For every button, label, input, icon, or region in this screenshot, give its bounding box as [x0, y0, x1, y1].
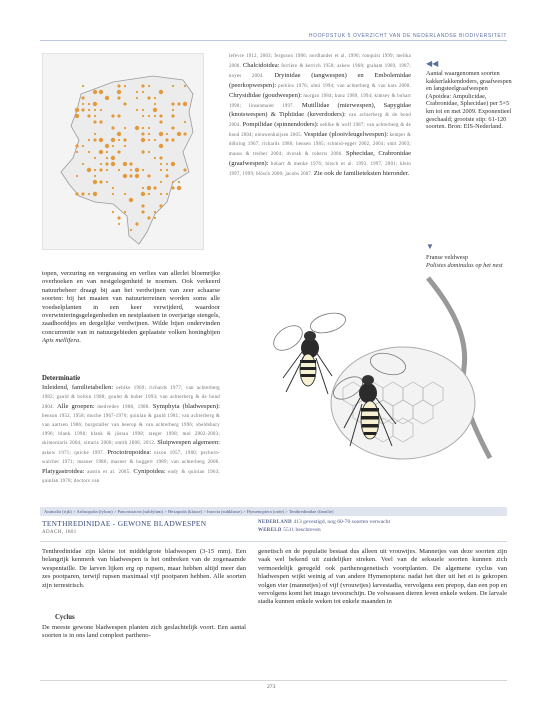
body-text-end: . [79, 337, 81, 345]
body-paragraph [42, 270, 220, 346]
det-ref: oehlke 1969; richards 1977; van achterberg 1982; gauld & bolton 1988; goulet & huber 1993; van achterberg & de bond 2004. [42, 386, 221, 410]
map-dot [178, 181, 180, 183]
map-dot [123, 162, 127, 166]
map-dot [148, 127, 150, 129]
map-dot [105, 144, 109, 148]
map-dot [166, 163, 168, 165]
wasp-drawing-svg [228, 268, 508, 500]
bib-ref: van achterberg & de bond 2004. [229, 113, 412, 129]
map-dot [135, 174, 139, 178]
map-dot [117, 150, 120, 153]
map-dot [148, 115, 150, 117]
header-rule [40, 40, 507, 41]
map-dot [130, 169, 132, 171]
bib-ref: bohart & menke 1976; bitsch et al. 1993, 1997, 2001; klein 1997, 1999; blösch 2000; jacobs 2007. [229, 161, 412, 177]
map-dot [88, 109, 90, 111]
map-dot [142, 127, 144, 129]
det-ref: medvedev 1988, 1988. [97, 404, 151, 410]
map-dot [154, 115, 156, 117]
det-group: Platygastroidea: [42, 468, 85, 476]
map-dot [159, 120, 162, 123]
bibliography-block [229, 53, 411, 180]
det-ref: austin et al. 2005. [87, 470, 131, 476]
footer-rule [40, 680, 507, 681]
map-dot [172, 85, 174, 87]
map-dot [117, 84, 120, 87]
map-dot [177, 102, 180, 105]
map-dot [88, 139, 90, 141]
map-dot [160, 193, 162, 195]
det-group: Symphyta (bladwespen): [152, 402, 221, 410]
photo-caption [426, 254, 516, 269]
map-dot [82, 145, 84, 147]
bib-ref: lefevre 1912, 2003; ferguson 1986; nordlander et al. 1996; ronquist 1999; melika 2006. [229, 54, 411, 69]
map-dot [136, 109, 138, 111]
map-dot [171, 102, 174, 105]
map-dot [166, 133, 168, 135]
map-dot [148, 139, 150, 141]
map-dot [171, 114, 174, 117]
map-dot [112, 187, 114, 189]
family-title: TENTHREDINIDAE - GEWONE BLADWESPEN [42, 519, 207, 528]
map-dot [153, 186, 156, 189]
map-dot [141, 132, 144, 135]
map-dot [154, 211, 156, 213]
map-dot [106, 169, 108, 171]
map-dot [147, 216, 150, 219]
cyclus-text: De meeste gewone bladwespen planten zich geslachtelijk voort. Een aantal soorten is in ons land compleet partheno- [42, 624, 246, 640]
map-dot [159, 204, 162, 207]
map-dot [177, 186, 181, 190]
map-dot [94, 133, 96, 135]
map-dot [154, 97, 156, 99]
det-ref: eady & quinlan 1963; quinlan 1978; doctors van [42, 470, 221, 485]
map-dot [124, 127, 126, 129]
map-dot [105, 96, 109, 100]
map-dot [124, 193, 126, 195]
map-dot [124, 85, 126, 87]
netherlands-map-svg [43, 54, 203, 249]
map-dot [135, 168, 139, 172]
photo-caption-species: Polistes dominulus op het nest [426, 261, 503, 269]
map-dot [111, 156, 115, 160]
map-dot [93, 120, 96, 123]
map-dot [177, 132, 181, 136]
cyclus-continued: genetisch en de populatie bestaat dus alleen uit vrouwtjes. Mannetjes van deze soorten zijn vaak wel bekend uit zuidelijker streken. Veel van de seksuele soorten kunnen zich vermoedelijk geregeld ook parthenogenetisch voortplanten. De algemene cyclus van bladwespen wijkt weinig af van andere Hymenoptera: nadat het dier uit het ei is gekropen volgen vier (mannetjes) of vijf (vrouwtjes) larvestadia, vervolgens een prepop, dan een pop en vervolgens komt het imago tevoorschijn. De volwassen dieren leven enkele weken. De larvale stadia kunnen enkele weken tot enkele maanden in [258, 548, 507, 606]
map-dot [99, 180, 102, 183]
map-dot [82, 103, 84, 105]
bib-ref: perkins 1976; olmi 1994; van achterberg & van kats 2000. [278, 83, 411, 89]
map-dot [171, 186, 174, 189]
species-count-box [258, 519, 390, 534]
map-dot [94, 175, 96, 177]
map-dot [117, 114, 120, 117]
map-dot [99, 120, 102, 123]
det-group: Proctotrupoidea: [107, 449, 152, 457]
photo-caption-title: Franse veldwesp [426, 254, 469, 261]
map-dot [135, 126, 139, 130]
map-dot [94, 157, 96, 159]
map-dot [154, 217, 156, 219]
map-dot [160, 163, 162, 165]
map-dot [93, 102, 97, 106]
map-dot [141, 192, 145, 196]
map-dot [159, 90, 163, 94]
page-number: 273 [267, 684, 276, 690]
map-dot [99, 150, 103, 154]
map-dot [154, 139, 156, 141]
map-dot [94, 109, 96, 111]
map-dot [99, 168, 102, 171]
map-dot [142, 115, 144, 117]
map-dot [111, 114, 114, 117]
map-dot [93, 138, 96, 141]
map-dot [81, 108, 84, 111]
bib-ref: oehlke & wolf 1987; van achterberg & de bond 2004; nieuwenhuijsen 2005. [229, 123, 412, 139]
map-dot [147, 186, 151, 190]
map-dot [81, 192, 84, 195]
map-dot [153, 108, 157, 112]
determinatie-heading: Determinatie [42, 375, 81, 382]
map-dot [166, 169, 168, 171]
species-name: Apis mellifera [42, 337, 80, 345]
map-dot [165, 138, 168, 141]
map-dot [75, 144, 78, 147]
map-dot [184, 85, 186, 87]
bib-group: Dryinidae (tangwespen) en Embolemidae (peerkopwespen): [229, 71, 411, 89]
map-dot [87, 114, 90, 117]
map-dot [88, 103, 90, 105]
map-dot [111, 126, 114, 129]
map-dot [142, 91, 144, 93]
map-dot [171, 162, 175, 166]
det-group: Sluipwespen algemeen: [157, 439, 220, 447]
map-dot [159, 156, 162, 159]
map-dot [93, 180, 97, 184]
caption-down-icon: ▼ [426, 242, 434, 251]
map-dot [123, 102, 126, 105]
body-text: topen, verzuring en vergrassing en verlies van allerlei bloemrijke overhoeken en van nestgelegenheid te noemen. Ook verkeerd natuurbeheer draagt bij aan het verdwijnen van zeer schaarse soorten: bij het maaien van natuurterreinen worden soms alle voedselplanten in een keer verwijderd, waardoor overwinteringsgelegenheden en nestplaatsen in overjarige stengels, zaadhoofdjes en dergelijke verdwijnen. Wilde bijen ondervinden concurrentie van in natuurgebieden geplaatste volken honingbijen [42, 270, 220, 336]
map-dot [135, 222, 138, 225]
map-dot [88, 193, 90, 195]
map-dot [82, 85, 84, 87]
map-dot [106, 151, 108, 153]
map-dot [154, 157, 156, 159]
bib-group: Sphecidae, Crabronidae (graafwespen): [229, 150, 412, 167]
map-dot [148, 151, 150, 153]
map-dot [76, 151, 78, 153]
map-dot [112, 211, 114, 213]
family-author: ADACH, 1801 [42, 530, 77, 535]
world-value: 5511 beschreven [283, 526, 321, 533]
map-dot [171, 138, 174, 141]
cyclus-heading: Cyclus [55, 614, 75, 621]
map-dot [141, 138, 145, 142]
bib-note: Zie ook de familieteksten hieronder. [313, 169, 410, 177]
map-dot [171, 126, 174, 129]
caption-marker-icon: ◀◀ [426, 59, 439, 68]
map-dot [147, 96, 150, 99]
map-dot [129, 174, 132, 177]
map-dot [160, 181, 162, 183]
map-dot [148, 133, 150, 135]
bib-group: Pompilidae (spinnendoders): [242, 121, 319, 129]
map-caption: Aantal waargenomen soorten kakkerlakkendoders, graafwespen en langsteelgraafwespen (Apoidea: Ampulicidae, Crabronidae, Sphecidae) per 5×5 km tot en met 2009. Exponentieel geschaald; grootste stip: 61-120 soorten. Bron: EIS-Nederland. [426, 70, 512, 131]
bib-group: Chalcidoidea: [242, 61, 280, 69]
map-dot [172, 181, 174, 183]
map-dot [166, 193, 168, 195]
map-dot [142, 109, 144, 111]
map-dot [117, 132, 121, 136]
map-dot [123, 174, 127, 178]
map-dot [154, 103, 156, 105]
map-dot [183, 168, 186, 171]
map-dot [141, 204, 144, 207]
map-dot [129, 162, 132, 165]
map-dot [124, 211, 126, 213]
nl-value: 413 gevestigd, nog 60-70 soorten verwacht [293, 519, 391, 525]
world-label: WERELD [258, 527, 282, 533]
bib-ref: kemper & döhring 1967; richards 1980; hensen 1985; schmid-egger 2002, 2004; smit 2003; mauss & treiber 2004; dvorak & roberts 2006. [229, 133, 412, 158]
determinatie-block [42, 384, 220, 487]
map-dot [129, 198, 133, 202]
map-dot [82, 163, 84, 165]
section-rule [40, 541, 507, 542]
map-dot [142, 187, 144, 189]
map-dot [94, 115, 96, 117]
map-dot [141, 210, 144, 213]
map-dot [159, 144, 163, 148]
det-ref: askew 1971; quicke 1997. [42, 451, 105, 457]
map-dot [106, 157, 108, 159]
map-dot [87, 168, 91, 172]
map-dot [148, 85, 150, 87]
map-dot [130, 229, 132, 231]
map-dot [75, 108, 79, 112]
map-dot [118, 223, 120, 225]
map-dot [105, 162, 108, 165]
map-dot [183, 102, 187, 106]
map-dot [172, 109, 174, 111]
map-dot [117, 96, 120, 99]
map-dot [117, 90, 121, 94]
map-dot [88, 151, 90, 153]
map-dot [99, 138, 103, 142]
map-dot [123, 138, 126, 141]
bib-group: Mutillidae (mierwespen), Sapygidae (knotswespen) & Tiphiidae (keverdoders): [229, 101, 411, 119]
wasp-illustration [228, 268, 508, 500]
map-dot [94, 169, 96, 171]
det-ref: nixon 1957, 1980; pschorn-walcher 1971; masner 1980; masner & huggert 1989; van achterberg 2006. [42, 451, 220, 466]
family-intro: Tenthredinidae zijn kleine tot middelgrote bladwespen (3-15 mm). Een belangrijk kenmerk van bladwespen is het ontbreken van de zogenaamde wespentaille. De larven lijken erg op rupsen, maar hebben altijd meer dan zes pootparen, terwijl rupsen maximaal vijf pootparen hebben. Alle soorten zijn terrestrisch. [42, 548, 246, 589]
map-dot [93, 90, 97, 94]
map-dot [81, 96, 84, 99]
map-dot [100, 109, 102, 111]
map-dot [165, 174, 168, 177]
det-group: Cynipoidea: [133, 468, 166, 476]
map-dot [159, 114, 162, 117]
map-dot [136, 91, 138, 93]
det-ref: benson 1952, 1958; muche 1967-1970; quinlan & gauld 1981; van achterberg & van aartsen 1986; burgstaller van heerop & van achterberg 1996; sheldsbury 1996; blank 1998; blank & jüstau 1998; taeger 1998; mol 2002-2003; skimoniaris 2004; sittaris 2008; smith 2008, 2012. [42, 413, 220, 447]
map-dot [118, 169, 120, 171]
det-group: Inleidend, familietabellen: [42, 384, 114, 391]
running-header: HOOFDSTUK 5 OVERZICHT VAN DE NEDERLANDSE BIODIVERSITEIT [308, 33, 507, 39]
map-dot [100, 163, 102, 165]
map-dot [111, 138, 115, 142]
map-dot [99, 90, 103, 94]
country-outline [61, 76, 193, 244]
map-dot [184, 121, 186, 123]
map-dot [93, 192, 97, 196]
map-dot [147, 174, 150, 177]
bib-ref: ferrière & kerrich 1958; askew 1968; graham 1969, 1987; noyes 2004. [229, 63, 412, 79]
nl-label: NEDERLAND [258, 520, 292, 525]
map-dot [160, 169, 162, 171]
map-dot [142, 169, 144, 171]
map-dot [111, 162, 115, 166]
map-dot [75, 192, 78, 195]
map-dot [148, 193, 150, 195]
map-dot [159, 132, 163, 136]
det-group: Alle groepen: [57, 402, 95, 410]
taxonomy-breadcrumb: Animalia (rijk) > Arthropoda (fylum) > Pancrustacea (subfylum) > Hexapoda (klasse) > Insecta (subklasse) > Hymenoptera (orde) > Tenthredinidae (familie) [40, 507, 507, 516]
map-dot [118, 139, 120, 141]
map-dot [183, 132, 186, 135]
distribution-map [42, 53, 204, 250]
map-dot [141, 84, 144, 87]
bib-group: Chrysididae (goudwespen): [229, 91, 302, 99]
map-dot [141, 150, 144, 153]
map-dot [75, 114, 79, 118]
bib-ref: morgan 1984; kunz 1989, 1994; kimsey & bohart 1990; linsenmaier 1997. [229, 93, 411, 109]
map-dot [124, 145, 126, 147]
map-dot [106, 181, 108, 183]
map-dot [136, 97, 138, 99]
bib-group: Vespidae (plooivleugelwespen): [303, 131, 389, 139]
map-dot [117, 216, 120, 219]
map-dot [112, 193, 114, 195]
map-dot [112, 145, 114, 147]
map-dot [76, 175, 78, 177]
